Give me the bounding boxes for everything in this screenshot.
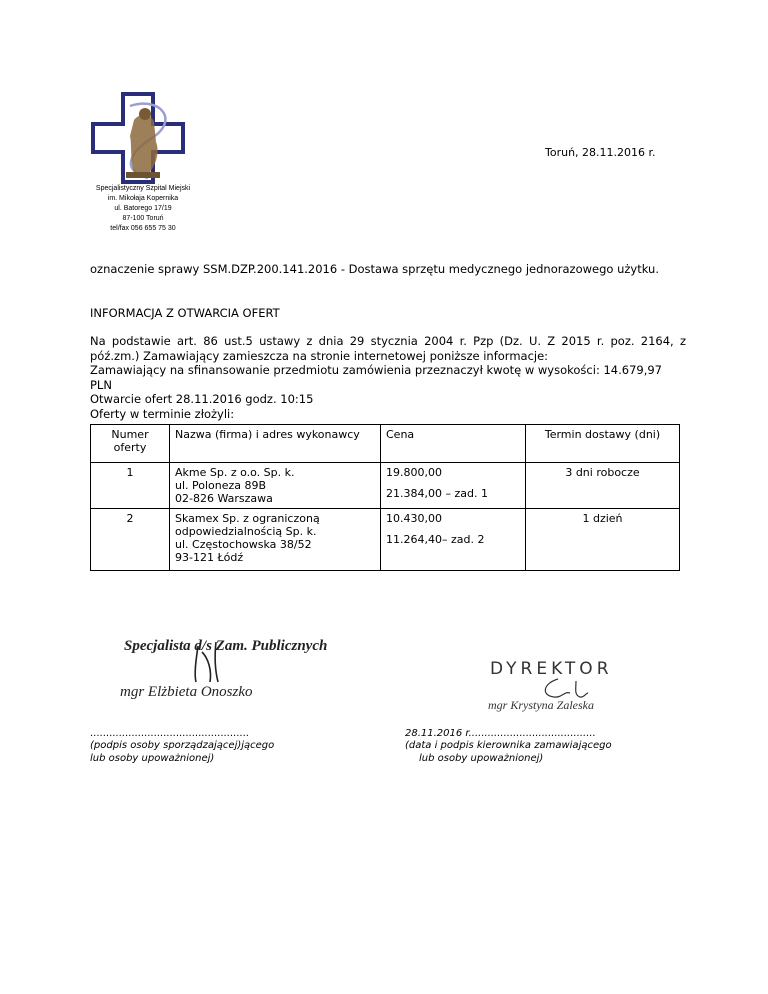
signature-caption-left <box>90 739 274 765</box>
offers-table <box>90 424 680 571</box>
signature-caption-right <box>405 739 612 765</box>
contractor-line: 02-826 Warszawa <box>175 492 273 505</box>
header-number: Numer oferty <box>91 425 170 463</box>
opening-time: Otwarcie ofert 28.11.2016 godz. 10:15 <box>90 392 314 406</box>
hospital-city: 87-100 Toruń <box>122 215 164 222</box>
director-title: DYREKTOR <box>490 659 613 679</box>
price-gross: 21.384,00 – zad. 1 <box>386 487 488 500</box>
contractor-line: 93-121 Łódź <box>175 551 244 564</box>
paragraph-line: Oferty w terminie złożyli: <box>90 406 235 421</box>
contractor-line: odpowiedzialnością Sp. k. <box>175 525 317 538</box>
table-header-row <box>91 425 680 463</box>
hospital-phone: tel/fax 056 655 75 30 <box>110 225 176 232</box>
hospital-name: Specjalistyczny Szpital Miejski <box>95 185 191 192</box>
table-row <box>91 463 680 509</box>
stamp-title: Specjalista d/s Zam. Publicznych <box>124 638 328 654</box>
header-term: Termin dostawy (dni) <box>526 425 680 463</box>
document-title: INFORMACJA Z OTWARCIA OFERT <box>90 306 280 320</box>
offer-term: 1 dzień <box>526 509 680 571</box>
paragraph-line: Zamawiający na sfinansowanie przedmiotu zamówienia przeznaczył kwotę w wysokości: 14.679,97 <box>90 363 662 377</box>
body-paragraph <box>90 334 686 421</box>
contractor-line: ul. Poloneza 89B <box>175 479 267 492</box>
caption-line: (podpis osoby sporządzającej)jącego <box>90 740 275 751</box>
stamp-name: mgr Elżbieta Onoszko <box>120 684 253 700</box>
case-reference: oznaczenie sprawy SSM.DZP.200.141.2016 - Dostawa sprzętu medycznego jednorazowego użytku. <box>90 262 659 276</box>
contractor-line: Akme Sp. z o.o. Sp. k. <box>175 466 295 479</box>
offer-contractor <box>170 463 381 509</box>
offer-number: 1 <box>91 463 170 509</box>
contractor-line: ul. Częstochowska 38/52 <box>175 538 312 551</box>
offer-number: 2 <box>91 509 170 571</box>
caption-line: (data i podpis kierownika zamawiającego <box>405 740 612 751</box>
hospital-street: ul. Batorego 17/19 <box>114 205 172 212</box>
table-row <box>91 509 680 571</box>
caption-line: lub osoby upoważnionej) <box>90 753 215 764</box>
offer-term: 3 dni robocze <box>526 463 680 509</box>
signature-line-left: .................................................. <box>90 728 249 739</box>
paragraph-line: PLN <box>90 377 112 392</box>
signature-line-right: 28.11.2016 r........................................ <box>405 728 596 739</box>
document-date: Toruń, 28.11.2016 r. <box>545 146 656 159</box>
header-price: Cena <box>381 425 526 463</box>
specialist-stamp <box>112 630 328 700</box>
price-gross: 11.264,40– zad. 2 <box>386 533 485 546</box>
contractor-line: Skamex Sp. z ograniczoną <box>175 512 320 525</box>
price-net: 10.430,00 <box>386 512 442 525</box>
offer-contractor <box>170 509 381 571</box>
hospital-logo <box>90 90 190 186</box>
director-name: mgr Krystyna Zaleska <box>488 698 594 712</box>
hospital-address <box>78 184 208 234</box>
offer-price <box>381 463 526 509</box>
caption-line: lub osoby upoważnionej) <box>419 753 544 764</box>
hospital-patron: im. Mikołaja Kopernika <box>107 195 179 202</box>
director-stamp <box>484 657 634 712</box>
header-name: Nazwa (firma) i adres wykonawcy <box>170 425 381 463</box>
paragraph-line: póź.zm.) Zamawiający zamieszcza na stronie internetowej poniższe informacje: <box>90 348 549 363</box>
price-net: 19.800,00 <box>386 466 442 479</box>
offer-price <box>381 509 526 571</box>
paragraph-line: Na podstawie art. 86 ust.5 ustawy z dnia 29 stycznia 2004 r. Pzp (Dz. U. Z 2015 r. poz. 2164, z <box>90 334 686 348</box>
